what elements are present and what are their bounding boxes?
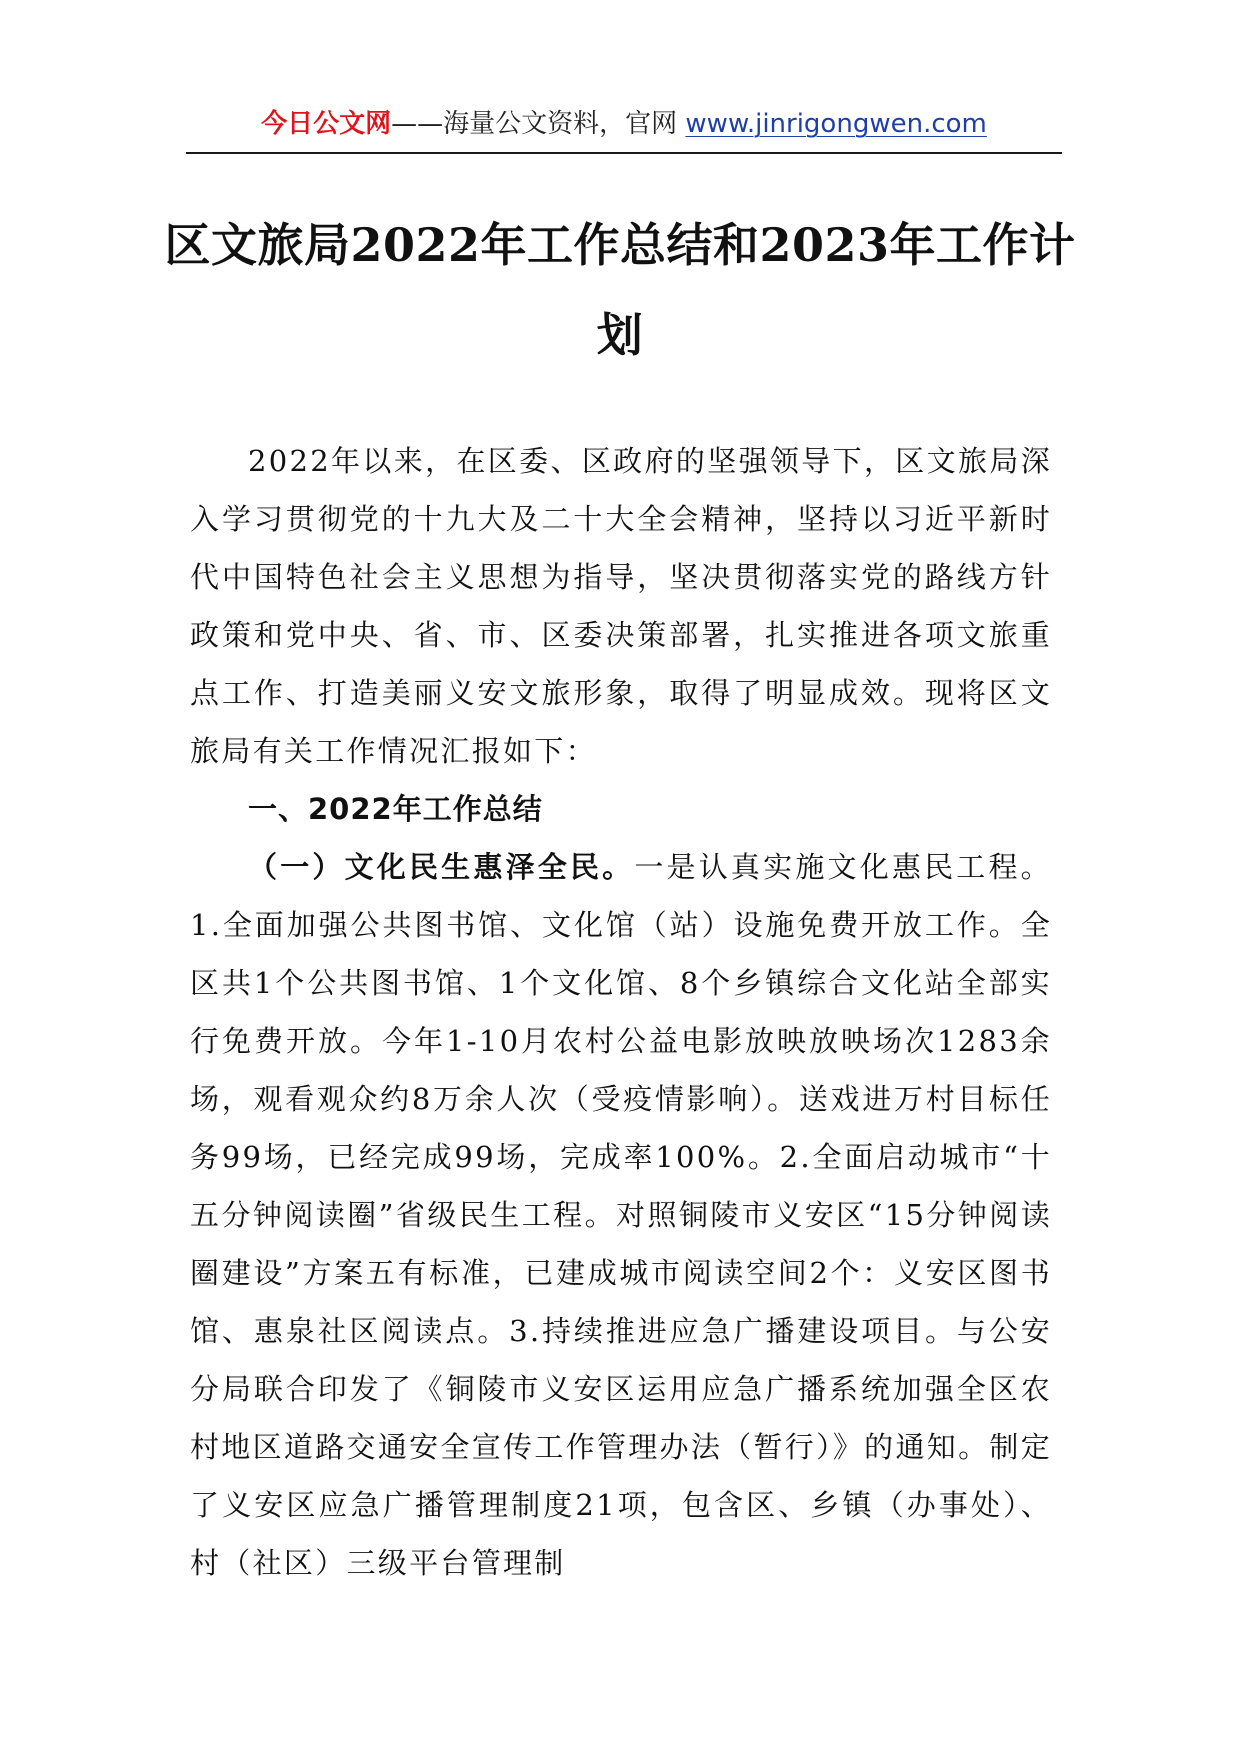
- subsection-body: 一是认真实施文化惠民工程。1.全面加强公共图书馆、文化馆（站）设施免费开放工作。全区共1个公共图书馆、1个文化馆、8个乡镇综合文化站全部实行免费开放。今年1-10月农村公益电影放映放映场次1283余场，观看观众约8万余人次（受疫情影响）。送戏进万村目标任务99场，已经完成99场，完成率100%。2.全面启动城市“十五分钟阅读圈”省级民生工程。对照铜陵市义安区“15分钟阅读圈建设”方案五有标准，已建成城市阅读空间2个：义安区图书馆、惠泉社区阅读点。3.持续推进应急广播建设项目。与公安分局联合印发了《铜陵市义安区运用应急广播系统加强全区农村地区道路交通安全宣传工作管理办法（暂行）》的通知。制定了义安区应急广播管理制度21项，包含区、乡镇（办事处）、村（社区）三级平台管理制: [190, 850, 1052, 1580]
- subsection-paragraph: [190, 838, 1052, 1592]
- site-tagline: ——海量公文资料，官网: [391, 109, 686, 139]
- document-body: [190, 432, 1052, 1592]
- site-url-link[interactable]: www.jinrigongwen.com: [685, 109, 987, 139]
- site-header: [186, 104, 1062, 154]
- section-heading: 一、2022年工作总结: [248, 792, 543, 826]
- site-brand[interactable]: 今日公文网: [261, 109, 392, 139]
- intro-paragraph: 2022年以来，在区委、区政府的坚强领导下，区文旅局深入学习贯彻党的十九大及二十大全会精神，坚持以习近平新时代中国特色社会主义思想为指导，坚决贯彻落实党的路线方针政策和党中央、省、市、区委决策部署，扎实推进各项文旅重点工作、打造美丽义安文旅形象，取得了明显成效。现将区文旅局有关工作情况汇报如下：: [190, 444, 1052, 768]
- header-banner: [261, 104, 987, 144]
- subsection-heading: （一）文化民生惠泽全民。: [248, 850, 635, 884]
- document-title: 区文旅局2022年工作总结和2023年工作计划: [164, 218, 1076, 362]
